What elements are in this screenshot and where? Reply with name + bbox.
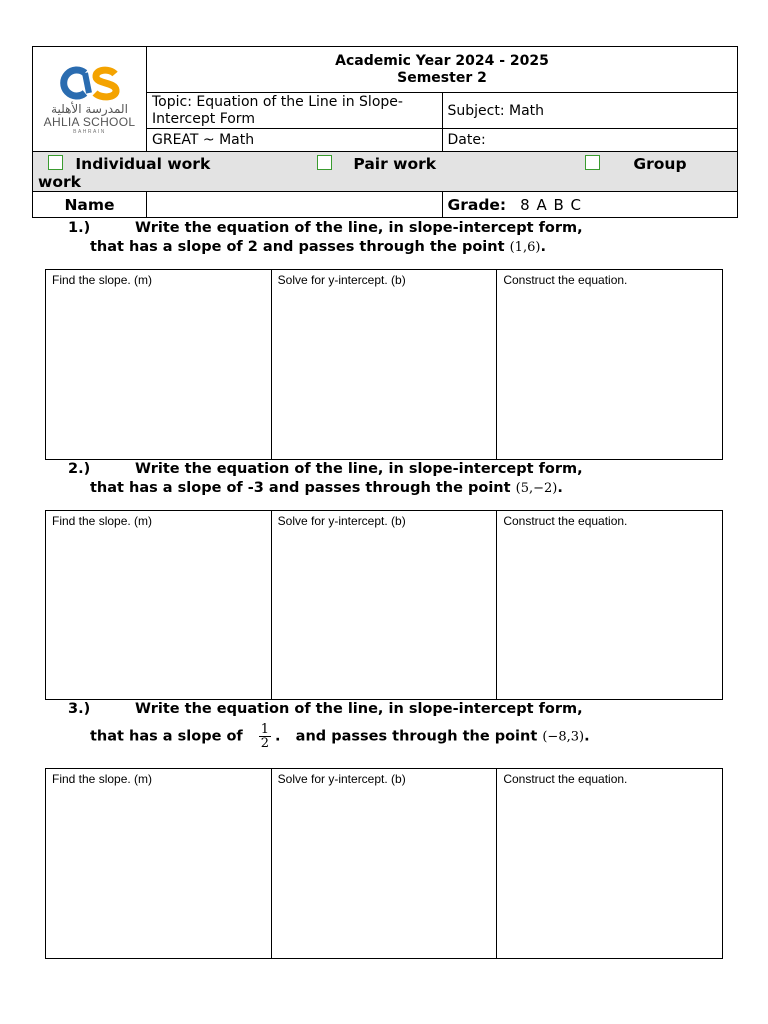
work-table-2 xyxy=(45,510,723,700)
logo-sub-text: BAHRAIN xyxy=(73,128,106,135)
logo-arabic-text: المدرسة الأهلية xyxy=(51,101,128,116)
fraction-numerator: 1 xyxy=(260,722,270,737)
slope-fraction xyxy=(259,723,271,750)
question-2 xyxy=(68,460,583,498)
individual-work-checkbox[interactable] xyxy=(48,155,63,170)
name-label: Name xyxy=(33,192,147,218)
great-cell: GREAT ~ Math xyxy=(147,129,443,152)
equation-box[interactable]: Construct the equation. xyxy=(497,270,723,460)
work-table-3 xyxy=(45,768,723,959)
work-mode-row xyxy=(33,152,738,192)
slope-box[interactable]: Find the slope. (m) xyxy=(46,511,272,700)
semester: Semester 2 xyxy=(397,69,487,86)
date-cell[interactable]: Date: xyxy=(442,129,738,152)
question-end: . xyxy=(584,728,590,745)
question-3 xyxy=(68,700,590,750)
slope-box[interactable]: Find the slope. (m) xyxy=(46,270,272,460)
grade-cell xyxy=(442,192,738,218)
question-text-line2-mid: . and passes through the point xyxy=(275,728,538,745)
fraction-denominator: 2 xyxy=(260,736,270,751)
subject-cell: Subject: Math xyxy=(442,93,738,129)
question-text-line1: Write the equation of the line, in slope-intercept form, xyxy=(135,701,583,717)
school-logo-icon xyxy=(55,63,125,103)
individual-work-label: Individual work xyxy=(75,154,211,173)
question-number: 1.) xyxy=(68,220,91,236)
question-text-line2: that has a slope of -3 and passes through the point xyxy=(90,480,511,496)
pair-work-checkbox[interactable] xyxy=(317,155,332,170)
academic-year: Academic Year 2024 - 2025 xyxy=(335,52,549,69)
header-table xyxy=(32,46,738,218)
slope-box[interactable]: Find the slope. (m) xyxy=(46,769,272,959)
question-number: 2.) xyxy=(68,461,91,477)
grade-value: 8 A B C xyxy=(520,195,583,214)
group-work-label: Group xyxy=(633,154,687,173)
question-number: 3.) xyxy=(68,701,91,717)
academic-year-cell xyxy=(147,47,738,93)
question-end: . xyxy=(557,480,563,496)
work-table-1 xyxy=(45,269,723,460)
question-point: (1,6) xyxy=(509,240,541,255)
logo-english-text: AHLIA SCHOOL xyxy=(43,114,136,129)
question-point: (−8,3) xyxy=(542,729,585,745)
group-work-label-cont: work xyxy=(38,172,81,191)
topic-cell: Topic: Equation of the Line in Slope-Intercept Form xyxy=(147,93,443,129)
equation-box[interactable]: Construct the equation. xyxy=(497,511,723,700)
y-intercept-box[interactable]: Solve for y-intercept. (b) xyxy=(271,511,497,700)
question-end: . xyxy=(540,239,546,255)
pair-work-label: Pair work xyxy=(353,154,437,173)
y-intercept-box[interactable]: Solve for y-intercept. (b) xyxy=(271,769,497,959)
question-text-line1: Write the equation of the line, in slope-intercept form, xyxy=(135,220,583,236)
question-text-line1: Write the equation of the line, in slope-intercept form, xyxy=(135,461,583,477)
y-intercept-box[interactable]: Solve for y-intercept. (b) xyxy=(271,270,497,460)
equation-box[interactable]: Construct the equation. xyxy=(497,769,723,959)
group-work-checkbox[interactable] xyxy=(585,155,600,170)
question-point: (5,−2) xyxy=(515,481,558,496)
question-text-line2: that has a slope of 2 and passes through the point xyxy=(90,239,505,255)
question-text-line2: that has a slope of xyxy=(90,728,243,745)
name-field[interactable] xyxy=(147,192,443,218)
question-1 xyxy=(68,219,583,257)
school-logo-cell xyxy=(33,47,147,152)
grade-label: Grade: xyxy=(447,195,507,214)
